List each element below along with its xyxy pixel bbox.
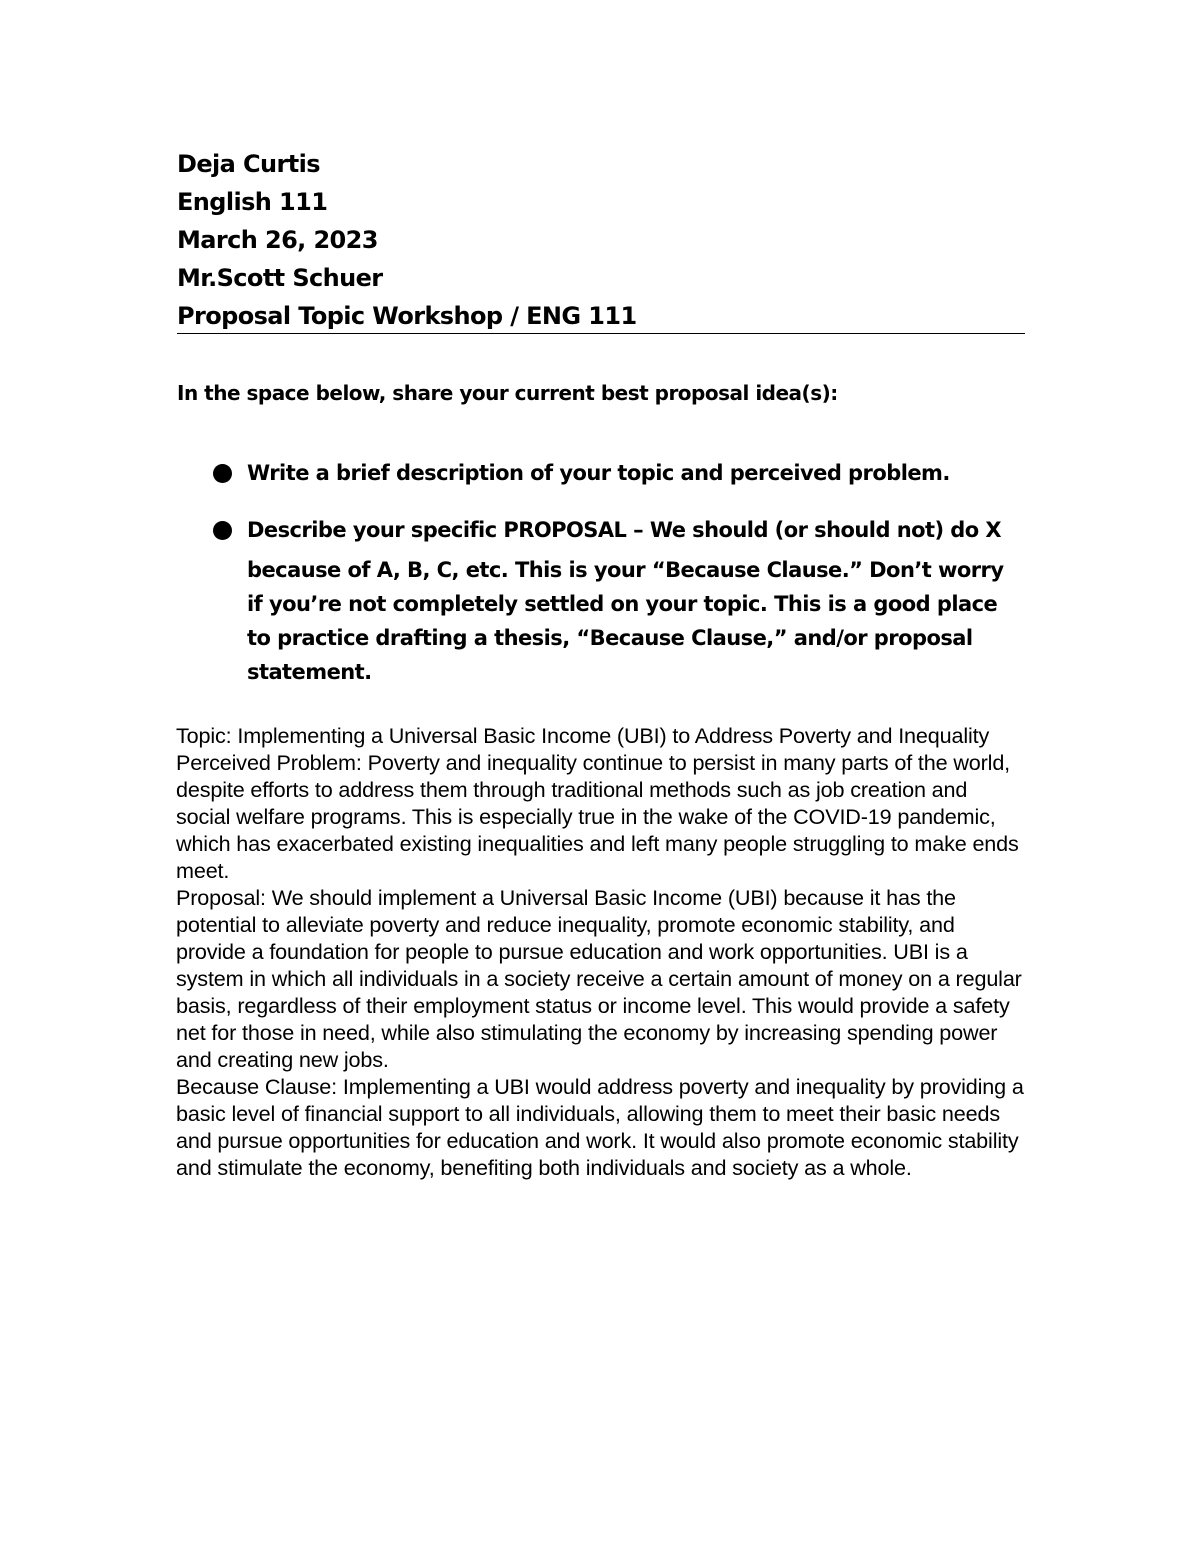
bullet-icon: [213, 521, 232, 540]
course-name: English 111: [177, 188, 328, 216]
list-item: [177, 513, 1025, 689]
bullet-text: Write a brief description of your topic and perceived problem.: [247, 461, 950, 485]
list-item: [177, 456, 1025, 490]
instructions-prompt: In the space below, share your current best proposal idea(s):: [177, 381, 838, 405]
because-clause-paragraph: Because Clause: Implementing a UBI would address poverty and inequality by providing a basic level of financial support to all individuals, allowing them to meet their basic needs and pursue opportunities for education and work. It would also promote economic stability and stimulate the economy, benefiting both individuals and society as a whole.: [176, 1074, 1024, 1180]
document-header: [177, 145, 1025, 335]
instructor-name: Mr.Scott Schuer: [177, 264, 383, 292]
instructions-list: [177, 456, 1025, 689]
document-date: March 26, 2023: [177, 226, 378, 254]
bullet-text-continuation: because of A, B, C, etc. This is your “Because Clause.” Don’t worry if you’re not completely settled on your topic. This is a good place to practice drafting a thesis, “Because Clause,” and/or proposal statement.: [247, 558, 1004, 684]
student-response: [176, 722, 1026, 1181]
header-divider: [177, 333, 1025, 334]
topic-paragraph: Topic: Implementing a Universal Basic Income (UBI) to Address Poverty and Inequality: [176, 723, 990, 748]
perceived-problem-paragraph: Perceived Problem: Poverty and inequality continue to persist in many parts of the world, despite efforts to address them through traditional methods such as job creation and social welfare programs. This is especially true in the wake of the COVID-19 pandemic, which has exacerbated existing inequalities and left many people struggling to make ends meet.: [176, 750, 1019, 883]
bullet-text-first-line: Describe your specific PROPOSAL – We should (or should not) do X: [247, 518, 1002, 542]
assignment-title: Proposal Topic Workshop / ENG 111: [177, 302, 637, 330]
student-name: Deja Curtis: [177, 150, 320, 178]
bullet-icon: [213, 464, 232, 483]
proposal-paragraph: Proposal: We should implement a Universal Basic Income (UBI) because it has the potential to alleviate poverty and reduce inequality, promote economic stability, and provide a foundation for people to pursue education and work opportunities. UBI is a system in which all individuals in a society receive a certain amount of money on a regular basis, regardless of their employment status or income level. This would provide a safety net for those in need, while also stimulating the economy by increasing spending power and creating new jobs.: [176, 885, 1022, 1072]
